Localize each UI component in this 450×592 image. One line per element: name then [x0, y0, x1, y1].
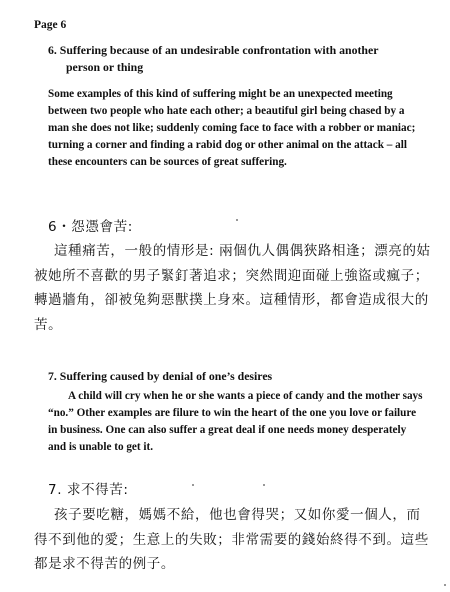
page-number: Page 6 [34, 19, 67, 31]
section-6-chinese-paragraph: 這種痛苦，一般的情形是: 兩個仇人偶偶狹路相逢；漂亮的姑被她所不喜歡的男子緊釘著追求；突然間迎面碰上強盜或瘋子；轉過牆角，卻被兔夠惡獸撲上身來。這種情形，都會造成很大的苦。 [34, 243, 431, 334]
section-7-title: 7. Suffering caused by denial of one’s desires [48, 369, 273, 383]
scan-speck [236, 219, 238, 221]
section-7-english-paragraph: A child will cry when he or she wants a piece of candy and the mother says “no.” Other examples are filure to win the heart of the one you love or failure in business. One can also suffer a great deal if one needs money desperately and is unable to get it. [48, 390, 423, 453]
section-6-title: 6. Suffering because of an undesirable confrontation with another [48, 43, 379, 57]
section-6-title-continued: person or thing [66, 60, 144, 74]
section-6-chinese-heading: 6・怨憑會苦: [48, 219, 133, 235]
section-7-chinese-paragraph: 孩子要吃糖，媽媽不給，他也會得哭；又如你愛一個人，而得不到他的愛；生意上的失敗；非常需要的錢始終得不到。這些都是求不得苦的例子。 [34, 507, 429, 573]
scan-speck [263, 484, 265, 486]
scan-speck [444, 584, 446, 586]
section-6-english-paragraph: Some examples of this kind of suffering might be an unexpected meeting between two people who hate each other; a beautiful girl being chased by a man she does not like; suddenly coming face to face with a robber or maniac; turning a corner and finding a rabid dog or other animal on the attack – all these encounters can be sources of great suffering. [48, 88, 416, 168]
section-7-chinese-heading: 7. 求不得苦: [48, 482, 129, 498]
scan-speck [192, 484, 194, 486]
